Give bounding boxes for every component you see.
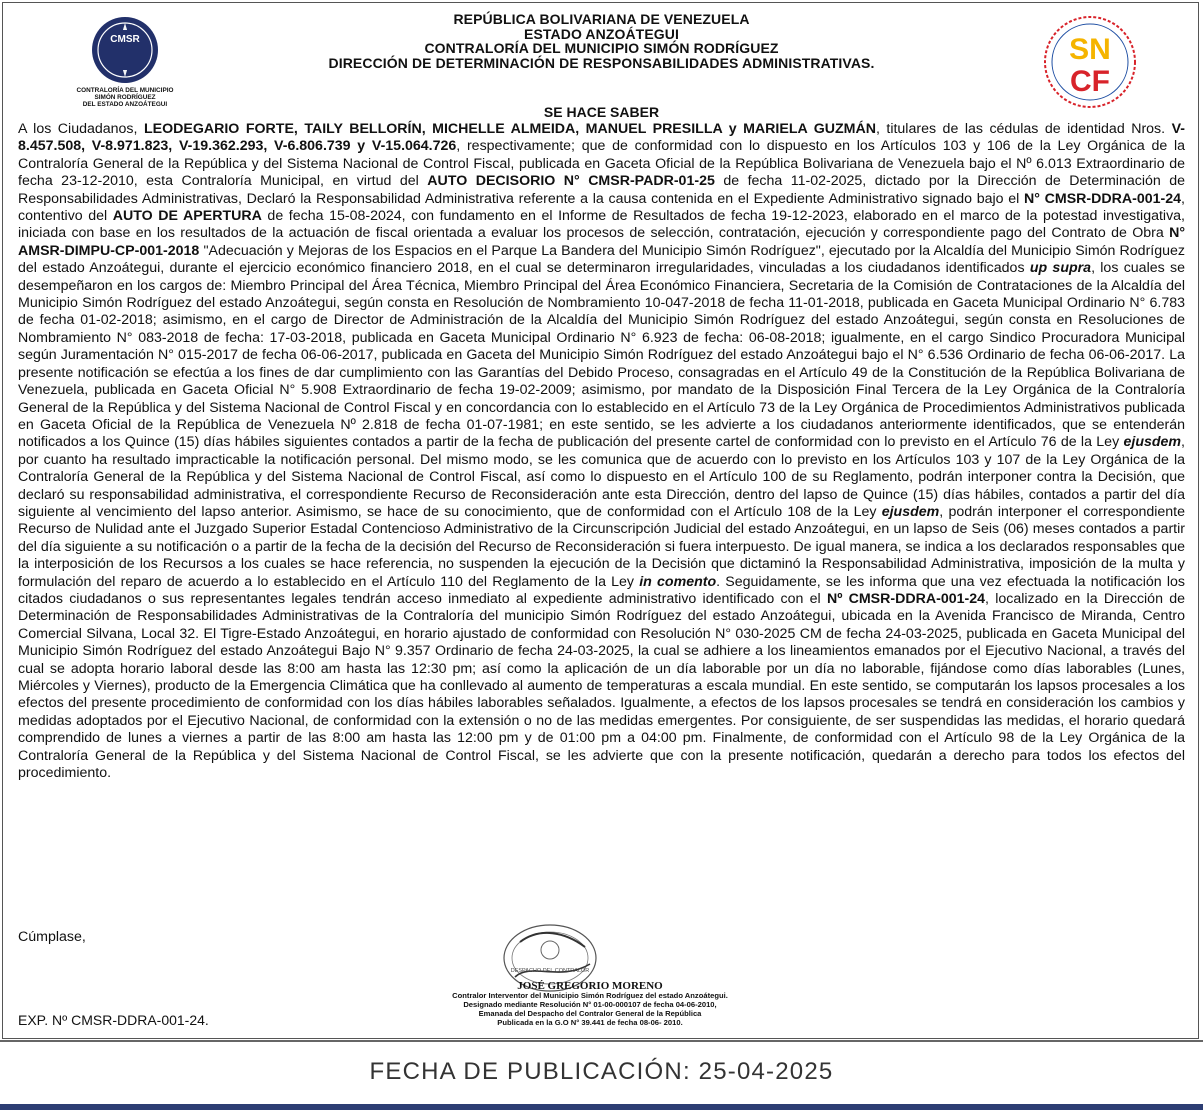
document-header — [0, 12, 1203, 70]
stamp-text: DESPACHO DEL CONTRALOR — [510, 968, 590, 974]
signatory-line-1: Contralor Interventor del Municipio Simón Rodríguez del estado Anzoátegui. — [452, 991, 728, 1000]
header-line-2: ESTADO ANZOÁTEGUI — [524, 25, 679, 42]
publication-date: FECHA DE PUBLICACIÓN: 25-04-2025 — [369, 1058, 834, 1085]
signatory-line-3: Emanada del Despacho del Contralor General de la República — [478, 1009, 702, 1018]
expediente-number: EXP. Nº CMSR-DDRA-001-24. — [18, 1012, 209, 1028]
signatory-line-2: Designado mediante Resolución N° 01-00-000107 de fecha 04-06-2010, — [463, 1000, 717, 1009]
header-line-1: REPÚBLICA BOLIVARIANA DE VENEZUELA — [453, 11, 750, 27]
signatory-details — [420, 991, 760, 1027]
signatory-line-4: Publicada en la G.O N° 39.441 de fecha 08-06- 2010. — [497, 1018, 683, 1027]
logo-letters: CMSR — [110, 34, 140, 45]
footer-bar — [0, 1104, 1203, 1110]
signatory-name: JOSÉ GREGORIO MORENO — [517, 980, 663, 992]
logo-caption-1: CONTRALORÍA DEL MUNICIPIO — [76, 87, 174, 94]
closing-text: Cúmplase, — [18, 929, 86, 945]
header-line-4: DIRECCIÓN DE DETERMINACIÓN DE RESPONSABILIDADES ADMINISTRATIVAS. — [328, 54, 875, 71]
notice-body: A los Ciudadanos, LEODEGARIO FORTE, TAILY BELLORÍN, MICHELLE ALMEIDA, MANUEL PRESILLA y MARIELA GUZMÁN, titulares de las cédulas de identidad Nros. V-8.457.508, V-8.971.823, V-19.362.293, V-6.806.739 y V-15.064.726, respectivamente; que de conformidad con lo dispuesto en los Artículos 103 y 106 de la Ley Orgánica de la Contraloría General de la República y del Sistema Nacional de Control Fiscal, publicada en Gaceta Oficial de la República Bolivariana de Venezuela bajo el Nº 6.013 Extraordinario de fecha 23-12-2010, esta Contraloría Municipal, en virtud del AUTO DECISORIO N° CMSR-PADR-01-25 de fecha 11-02-2025, dictado por la Dirección de Determinación de Responsabilidades Administrativas, Declaró la Responsabilidad Administrativa referente a la causa contenida en el Expediente Administrativo signado bajo el N° CMSR-DDRA-001-24, contentivo del AUTO DE APERTURA de fecha 15-08-2024, con fundamento en el Informe de Resultados de fecha 19-12-2023, elaborado en el marco de la potestad investigativa, iniciada con base en los resultados de la actuación de fiscal orientada a evaluar los procesos de selección, contratación, ejecución y correspondiente pago del Contrato de Obra N° AMSR-DIMPU-CP-001-2018 "Adecuación y Mejoras de los Espacios en el Parque La Bandera del Municipio Simón Rodríguez", ejecutado por la Alcaldía del Municipio Simón Rodríguez del estado Anzoátegui, durante el ejercicio económico financiero 2018, en el cual se determinaron irregularidades, vinculadas a los ciudadanos identificados up supra, los cuales se desempeñaron en los cargos de: Miembro Principal del Área Técnica, Miembro Principal del Área Económico Financiera, Secretaria de la Comisión de Contrataciones de la Alcaldía del Municipio Simón Rodríguez del estado Anzoátegui, según consta en Resolución de Nombramiento 10-047-2018 de fecha 11-01-2018, publicada en Gaceta Municipal Ordinario N° 6.783 de fecha 01-02-2018; asimismo, en el cargo de Director de Administración de la Alcaldía del Municipio Simón Rodríguez del estado Anzoátegui, según consta en Resoluciones de Nombramiento N° 083-2018 de fecha: 17-03-2018, publicada en Gaceta Municipal Ordinario N° 6.923 de fecha: 06-08-2018; igualmente, en el cargo Sindico Procuradora Municipal según Juramentación N° 015-2017 de fecha 06-06-2017, publicada en Gaceta del Municipio Simón Rodríguez del estado Anzoátegui bajo el N° 6.536 Ordinario de fecha 06-06-2017. La presente notificación se efectúa a los fines de dar cumplimiento con las Garantías del Debido Proceso, consagradas en el Artículo 49 de la Constitución de la República Bolivariana de Venezuela, publicada en Gaceta Oficial N° 5.908 Extraordinario de fecha 19-02-2009; asimismo, por mandato de la Disposición Final Tercera de la Ley Orgánica de la Contraloría General de la República y del Sistema Nacional de Control Fiscal y en concordancia con lo establecido en el Artículo 73 de la Ley Orgánica de Procedimientos Administrativos publicada en Gaceta Oficial de la República de Venezuela Nº 2.818 de fecha 01-07-1981; en este sentido, se les advierte a los ciudadanos anteriormente identificados, que se entenderán notificados a los Quince (15) días hábiles siguientes contados a partir de la fecha de publicación del presente cartel de conformidad con lo previsto en el Artículo 76 de la Ley ejusdem, por cuanto ha resultado impracticable la notificación personal. Del mismo modo, se les comunica que de acuerdo con lo previsto en los Artículos 103 y 107 de la Ley Orgánica de la Contraloría General de la República y del Sistema Nacional de Control Fiscal, así como lo dispuesto en el Artículo 100 de su Reglamento, podrán interponer contra la Decisión, que declaró su responsabilidad administrativa, el correspondiente Recurso de Reconsideración ante esta Dirección, dentro del lapso de Quince (15) días hábiles, contados a partir del día siguiente al vencimiento del lapso anterior. Asimismo, se hace de su conocimiento, que de conformidad con el Artículo 108 de la Ley ejusdem, podrán interponer el correspondiente Recurso de Nulidad ante el Juzgado Superior Estadal Contencioso Administrativo de la Circunscripción Judicial del estado Anzoátegui, en un lapso de Seis (06) meses contados a partir del día siguiente a su notificación o a partir de la fecha de la decisión del Recurso de Reconsideración si fuera interpuesto. De igual manera, se indica a los declarados responsables que la interposición de los Recursos a los cuales se hace referencia, no suspenden la ejecución de la Decisión que dictaminó la Responsabilidad Administrativa, imposición de la multa y formulación del reparo de acuerdo a lo establecido en el Artículo 110 del Reglamento de la Ley in comento. Seguidamente, se les informa que una vez efectuada la notificación los citados ciudadanos o sus representantes legales tendrán acceso inmediato al expediente administrativo identificado con el Nº CMSR-DDRA-001-24, localizado en la Dirección de Determinación de Responsabilidades Administrativas de la Contraloría del municipio Simón Rodríguez del estado Anzoátegui, ubicada en la Avenida Francisco de Miranda, Centro Comercial Silvana, Local 32. El Tigre-Estado Anzoátegui, en horario ajustado de conformidad con Resolución N° 030-2025 CM de fecha 24-03-2025, publicada en Gaceta Municipal del Municipio Simón Rodríguez del estado Anzoátegui Bajo N° 9.357 Ordinario de fecha 24-03-2025, la cual se adhiere a los lineamientos emanados por el Ejecutivo Nacional, a través del cual se adopta horario laboral desde las 8:00 am hasta las 12:30 pm; así como la aplicación de un día laborable por un día no laborable, fijándose como días laborables (Lunes, Miércoles y Viernes), producto de la Emergencia Climática que ha conllevado al aumento de temperaturas a escala mundial. En este sentido, se computarán los lapsos procesales a los efectos del presente procedimiento de conformidad con los días hábiles laborables señalados. Igualmente, a efectos de los lapsos procesales se tendrá en consideración los cambios y medidas adoptados por el Ejecutivo Nacional, de conformidad con la extensión o no de las medidas emergentes. Por consiguiente, de ser suspendidas las medidas, el horario quedará comprendido de lunes a viernes a partir de las 8:00 am hasta las 12:00 pm y de 01:00 pm a 04:00 pm. Finalmente, de conformidad con el Artículo 98 de la Ley Orgánica de la Contraloría General de la República y del Sistema Nacional de Control Fiscal, se les advierte que con la presente notificación, quedarán a derecho para todos los efectos del procedimiento. — [18, 121, 1186, 782]
header-line-3: CONTRALORÍA DEL MUNICIPIO SIMÓN RODRÍGUEZ — [424, 40, 779, 56]
logo-caption-2: SIMÓN RODRÍGUEZ — [94, 94, 156, 101]
frame-rule — [0, 1040, 1203, 1042]
sncf-bottom: CF — [1070, 65, 1110, 98]
sncf-top: SN — [1069, 33, 1111, 66]
logo-caption-3: DEL ESTADO ANZOÁTEGUI — [82, 101, 168, 108]
notice-title: SE HACE SABER — [543, 104, 660, 120]
